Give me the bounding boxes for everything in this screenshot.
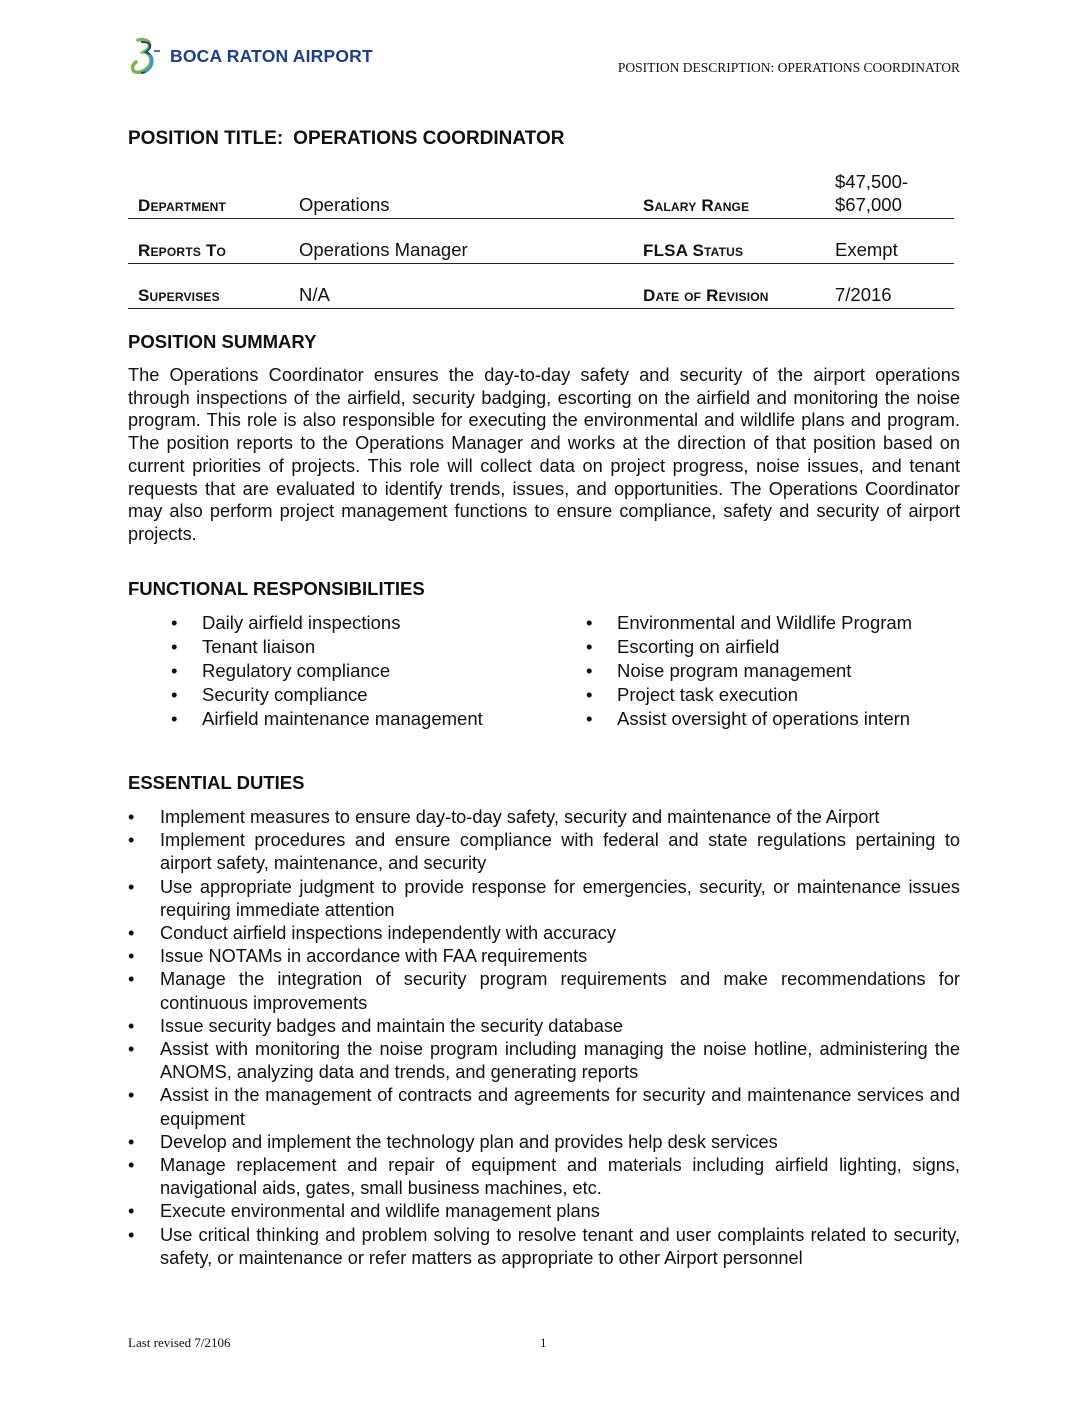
supervises-label: Supervises [138,286,220,305]
list-item: • Assist with monitoring the noise program including managing the noise hotline, administering the ANOMS, analyzing data and trends, and generating reports [128,1038,960,1084]
list-item: • Assist in the management of contracts and agreements for security and maintenance services and equipment [128,1084,960,1130]
date-of-revision-value: 7/2016 [835,284,892,305]
airport-logo-icon [128,36,162,76]
list-item: • Use critical thinking and problem solving to resolve tenant and user complaints related to security, safety, or maintenance or refer matters as appropriate to other Airport personnel [128,1224,960,1270]
list-item: • Develop and implement the technology plan and provides help desk services [128,1131,960,1154]
list-item: • Project task execution [543,683,912,707]
list-item: • Conduct airfield inspections independently with accuracy [128,922,960,945]
department-value: Operations [299,194,390,215]
position-summary-text: The Operations Coordinator ensures the day-to-day safety and security of the airport operations through inspections of the airfield, security badging, escorting on the airfield and monitoring the noise program. This role is also responsible for executing the environmental and wildlife plans and program. The position reports to the Operations Manager and works at the direction of that position based on current priorities of projects. This role will collect data on project progress, noise issues, and tenant requests that are evaluated to identify trends, issues, and opportunities. The Operations Coordinator may also perform project management functions to ensure compliance, safety and security of airport projects. [128,365,960,544]
position-title-value: OPERATIONS COORDINATOR [293,128,565,149]
list-item: • Daily airfield inspections [128,611,483,635]
list-item: • Manage the integration of security program requirements and make recommendations for continuous improvements [128,968,960,1014]
essential-duties-heading: ESSENTIAL DUTIES [128,772,305,793]
flsa-status-value: Exempt [835,239,898,260]
info-row-supervises [128,263,954,309]
salary-range-min: $47,500- [835,171,909,192]
salary-range-label: Salary Range [643,196,750,215]
salary-range-max: $67,000 [835,194,902,215]
list-item: • Implement measures to ensure day-to-day safety, security and maintenance of the Airport [128,806,960,829]
list-item: • Regulatory compliance [128,659,483,683]
list-item: • Environmental and Wildlife Program [543,611,912,635]
list-item: • Execute environmental and wildlife management plans [128,1200,960,1223]
date-of-revision-label: Date of Revision [643,286,769,305]
functional-responsibilities-right-list [543,611,912,731]
department-label: Department [138,196,227,215]
list-item: • Airfield maintenance management [128,707,483,731]
functional-responsibilities-left-list [128,611,483,731]
list-item: • Use appropriate judgment to provide response for emergencies, security, or maintenance issues requiring immediate attention [128,876,960,922]
reports-to-label: Reports To [138,241,227,260]
footer-last-revised: Last revised 7/2106 [128,1335,231,1350]
info-row-reports-to [128,218,954,264]
list-item: • Escorting on airfield [543,635,912,659]
salary-range-value [835,170,908,216]
position-summary-heading: POSITION SUMMARY [128,331,317,352]
list-item: • Assist oversight of operations intern [543,707,912,731]
list-item: • Issue NOTAMs in accordance with FAA requirements [128,945,960,968]
flsa-status-label: FLSA Status [643,241,744,260]
list-item: • Tenant liaison [128,635,483,659]
list-item: • Implement procedures and ensure compliance with federal and state regulations pertaining to airport safety, maintenance, and security [128,829,960,875]
list-item: • Manage replacement and repair of equipment and materials including airfield lighting, signs, navigational aids, gates, small business machines, etc. [128,1154,960,1200]
list-item: • Issue security badges and maintain the security database [128,1015,960,1038]
list-item: • Security compliance [128,683,483,707]
reports-to-value: Operations Manager [299,239,468,260]
info-row-department [128,170,954,219]
position-title [128,128,564,150]
logo-text: BOCA RATON AIRPORT [170,45,373,66]
position-title-label: POSITION TITLE: [128,128,284,149]
functional-responsibilities-heading: FUNCTIONAL RESPONSIBILITIES [128,578,425,599]
essential-duties-list [128,806,960,1270]
footer-page-number: 1 [540,1335,547,1350]
running-header-title: POSITION DESCRIPTION: OPERATIONS COORDINATOR [617,60,960,75]
list-item: • Noise program management [543,659,912,683]
supervises-value: N/A [299,284,330,305]
boca-raton-airport-logo [128,36,373,76]
